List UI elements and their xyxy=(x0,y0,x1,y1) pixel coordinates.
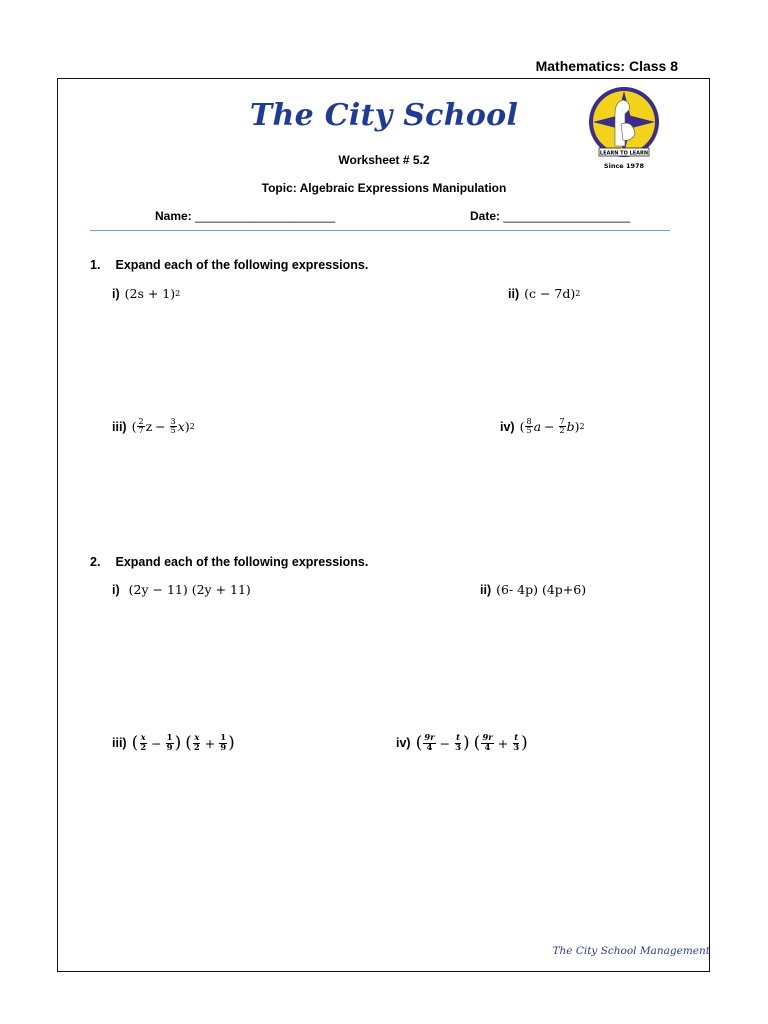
logo-motto: LEARN TO LEARN xyxy=(599,150,649,157)
q2-item-ii: ii) (6- 4p) (4p+6) xyxy=(480,582,587,597)
name-field xyxy=(155,209,335,223)
q1-item-iv: iv) ( $\frac{8}{5}$ a − $\frac{7}{2}$ b ) 2 xyxy=(500,417,585,435)
footer-signature: The City School Management xyxy=(552,945,710,957)
school-title: The City School xyxy=(249,98,519,133)
date-field xyxy=(470,209,630,223)
name-label: Name: xyxy=(155,209,192,223)
q2-item-iv: iv) ( $\frac{9r}{4}$ − $\frac{t}{3}$ ) ( $\frac{9r}{4}$ + $\frac{t}{3}$ ) xyxy=(396,732,528,753)
question-number: 2. xyxy=(90,555,101,569)
worksheet-topic: Topic: Algebraic Expressions Manipulation xyxy=(261,181,507,195)
q1-item-iii: iii) ( $\frac{2}{7}$ z − $\frac{3}{5}$ x ) 2 xyxy=(112,417,195,435)
worksheet-number: Worksheet # 5.2 xyxy=(338,153,430,167)
question-number: 1. xyxy=(90,258,101,272)
date-label: Date: xyxy=(470,209,501,223)
question-1-heading xyxy=(90,258,368,272)
header-divider xyxy=(90,230,670,231)
q1-item-ii: ii) (c − 7d) 2 xyxy=(508,286,581,301)
question-prompt: Expand each of the following expressions. xyxy=(115,555,369,569)
question-2-heading xyxy=(90,555,368,569)
date-blank: ___________________ xyxy=(503,209,631,223)
question-prompt: Expand each of the following expressions. xyxy=(115,258,369,272)
q2-item-iii: iii) ( $\frac{x}{2}$ − $\frac{1}{9}$ ) ( $\frac{x}{2}$ + $\frac{1}{9}$ ) xyxy=(112,732,235,753)
logo-since: Since 1978 xyxy=(603,162,645,170)
class-label: Mathematics: Class 8 xyxy=(535,58,678,74)
q1-item-i: i) (2s + 1) 2 xyxy=(112,286,181,301)
q2-item-i: i) (2y − 11) (2y + 11) xyxy=(112,582,251,597)
name-blank: _____________________ xyxy=(195,209,336,223)
